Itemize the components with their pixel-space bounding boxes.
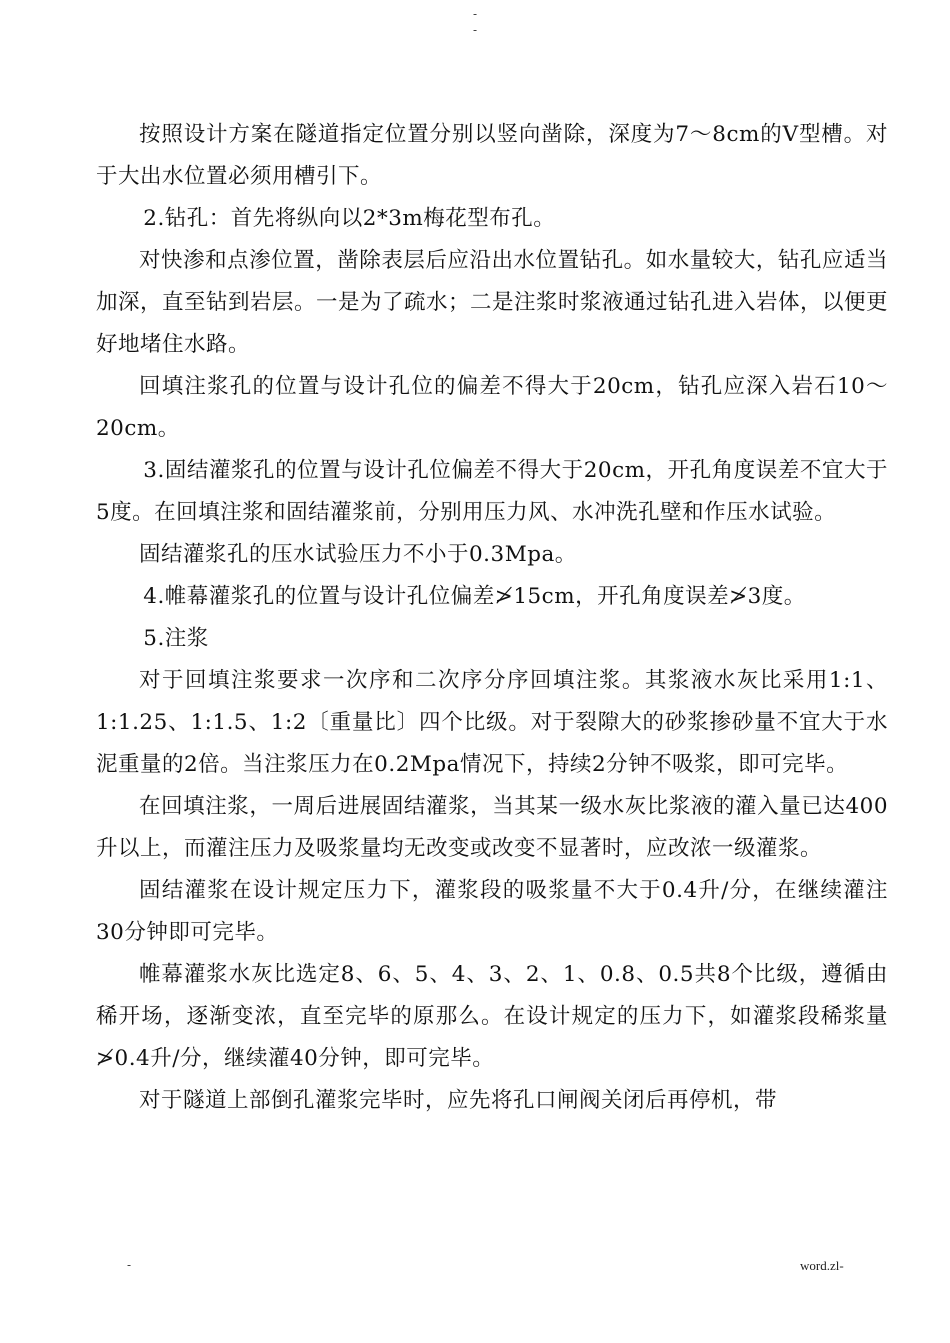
paragraph-consolidation-end: 固结灌浆在设计规定压力下，灌浆段的吸浆量不大于0.4升/分，在继续灌注30分钟即可完毕。 <box>96 878 888 945</box>
paragraph-tunnel-top: 对于隧道上部倒孔灌浆完毕时，应先将孔口闸阀关闭后再停机，带 <box>139 1088 778 1113</box>
paragraph-step-4-curtain: 4.帷幕灌浆孔的位置与设计孔位偏差≯15cm，开孔角度误差≯3度。 <box>143 584 806 609</box>
paragraph-step-2-drilling: 2.钻孔：首先将纵向以2*3m梅花型布孔。 <box>143 206 556 231</box>
paragraph-backfill-ratio: 对于回填注浆要求一次序和二次序分序回填注浆。其浆液水灰比采用1:1、1:1.25、1:1.5、1:2〔重量比〕四个比级。对于裂隙大的砂浆掺砂量不宜大于水泥重量的2倍。当注浆压力在0.2Mpa情况下，持续2分钟不吸浆，即可完毕。 <box>96 668 888 777</box>
paragraph-seepage-drilling: 对快渗和点渗位置，凿除表层后应沿出水位置钻孔。如水量较大，钻孔应适当加深，直至钻到岩层。一是为了疏水；二是注浆时浆液通过钻孔进入岩体，以便更好地堵住水路。 <box>96 248 889 357</box>
footer-left-mark: - <box>127 1258 132 1272</box>
paragraph-v-groove: 按照设计方案在隧道指定位置分别以竖向凿除，深度为7～8cm的V型槽。对于大出水位置必须用槽引下。 <box>96 122 888 189</box>
paragraph-step-3-consolidation: 3.固结灌浆孔的位置与设计孔位偏差不得大于20cm，开孔角度误差不宜大于5度。在回填注浆和固结灌浆前，分别用压力风、水冲洗孔壁和作压水试验。 <box>96 458 888 525</box>
footer-source-text: word.zl- <box>800 1258 844 1273</box>
header-mark-bottom: - <box>472 23 478 37</box>
paragraph-curtain-ratio: 帷幕灌浆水灰比选定8、6、5、4、3、2、1、0.8、0.5共8个比级，遵循由稀开场，逐渐变浓，直至完毕的原那么。在设计规定的压力下，如灌浆段稀浆量≯0.4升/分，继续灌40分钟，即可完毕。 <box>96 962 888 1071</box>
paragraph-step-5-grouting: 5.注浆 <box>143 626 209 651</box>
paragraph-consolidation-sequence: 在回填注浆，一周后进展固结灌浆，当其某一级水灰比浆液的灌入量已达400升以上，而灌注压力及吸浆量均无改变或改变不显著时，应改浓一级灌浆。 <box>96 794 888 861</box>
document-body <box>96 114 888 1122</box>
paragraph-backfill-hole-deviation: 回填注浆孔的位置与设计孔位的偏差不得大于20cm，钻孔应深入岩石10～20cm。 <box>96 374 888 441</box>
paragraph-pressure-test: 固结灌浆孔的压水试验压力不小于0.3Mpa。 <box>139 542 577 567</box>
header-mark-top: - <box>472 7 478 21</box>
